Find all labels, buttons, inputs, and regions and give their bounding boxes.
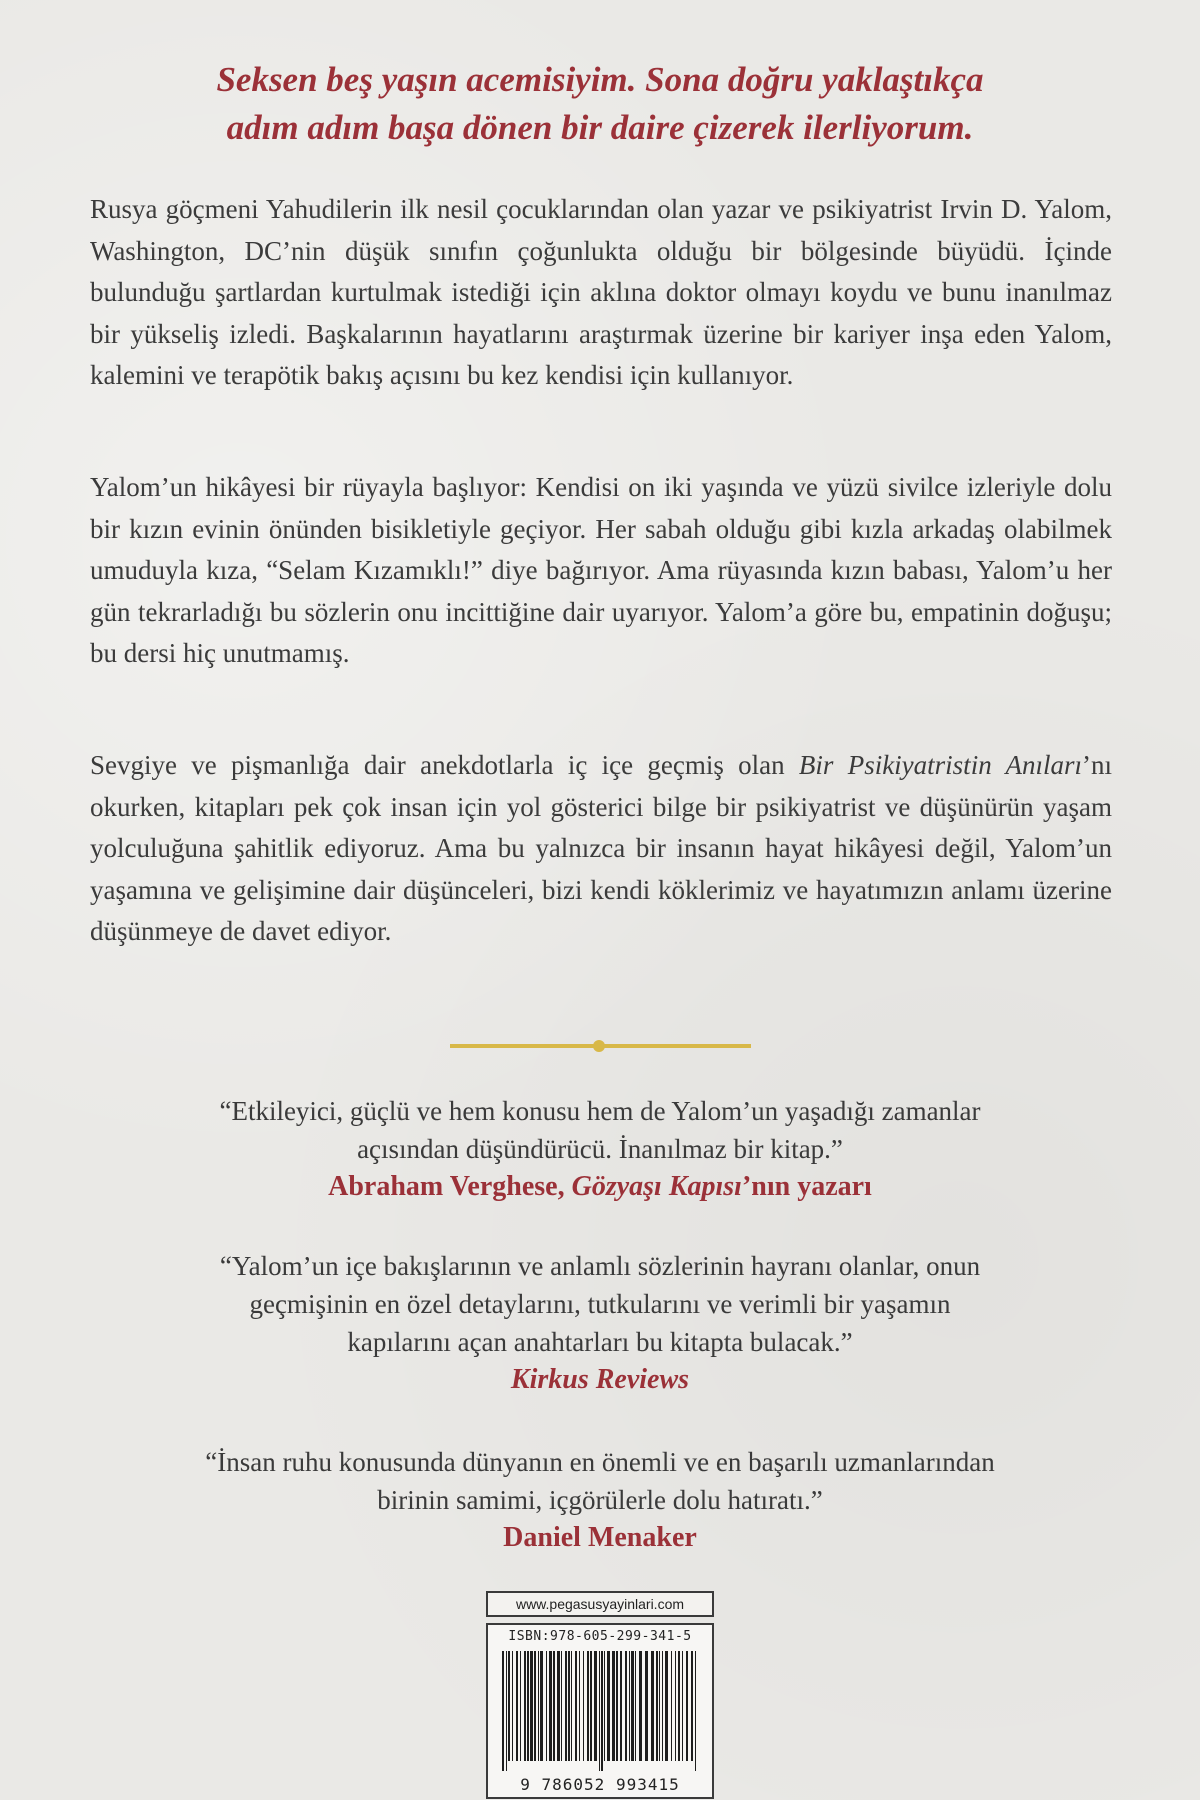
book-title: Bir Psikiyatristin Anıları xyxy=(798,750,1082,780)
barcode-digits: 9 786052 993415 xyxy=(520,1775,680,1794)
quote-1-attribution xyxy=(90,1168,1110,1206)
barcode-area xyxy=(486,1591,714,1799)
quote-1-author: Abraham Verghese, xyxy=(328,1171,572,1202)
headline-line-1: Seksen beş yaşın acemisiyim. Sona doğru yaklaştıkça xyxy=(216,60,984,99)
paragraph-3-intro: Sevgiye ve pişmanlığa dair anekdotlarla iç içe geçmiş olan xyxy=(90,750,799,780)
quote-2-source: Kirkus Reviews xyxy=(510,1364,690,1395)
review-quote-2 xyxy=(90,1247,1110,1399)
quote-3-line-1: “İnsan ruhu konusunda dünyanın en önemli ve en başarılı uzmanlarından xyxy=(205,1447,995,1477)
paragraph-3-rest: ’nı okurken, kitapları pek çok insan için yol gösterici bilge bir psikiyatrist ve düşünürün yaşam yolculuğuna şahitlik ediyoruz. Ama bu yalnızca bir insanın hayat hikâyesi değil, Yalom’un yaşamına ve gelişimine dair düşünceleri, bizi kendi köklerimiz ve hayatımızın anlamı üzerine düşünmeye de davet ediyor. xyxy=(90,750,1112,946)
quote-3-attribution: Daniel Menaker xyxy=(503,1522,697,1553)
quote-2-line-3: kapılarını açan anahtarları bu kitapta bulacak.” xyxy=(347,1327,853,1357)
paragraph-2: Yalom’un hikâyesi bir rüyayla başlıyor: Kendisi on iki yaşında ve yüzü sivilce izleriyle dolu bir kızın evinin önünden bisikletiyle geçiyor. Her sabah olduğu gibi kızla arkadaş olabilmek umuduyla kıza, “Selam Kızamıklı!” diye bağırıyor. Ama rüyasında kızın babası, Yalom’u her gün tekrarladığı bu sözlerin onu incittiğine dair uyarıyor. Yalom’a göre bu, empatinin doğuşu; bu dersi hiç unutmamış. xyxy=(90,472,1112,668)
quote-2-attribution xyxy=(90,1361,1110,1399)
quote-2-line-1: “Yalom’un içe bakışlarının ve anlamlı sözlerinin hayranı olanlar, onun xyxy=(219,1251,981,1281)
paragraph-1: Rusya göçmeni Yahudilerin ilk nesil çocuklarından olan yazar ve psikiyatrist Irvin D. Yalom, Washington, DC’nin düşük sınıfın çoğunlukta olduğu bir bölgesinde büyüdü. İçinde bulunduğu şartlardan kurtulmak istediği için aklına doktor olmayı koydu ve bunu inanılmaz bir yükseliş izledi. Başkalarının hayatlarını araştırmak üzerine bir kariyer inşa eden Yalom, kalemini ve terapötik bakış açısını bu kez kendisi için kullanıyor. xyxy=(90,194,1112,390)
barcode-bars-icon xyxy=(502,1651,698,1771)
quote-2-line-2: geçmişinin en özel detaylarını, tutkularını ve verimli bir yaşamın xyxy=(249,1289,951,1319)
paragraph-3 xyxy=(90,745,1112,953)
isbn-barcode xyxy=(486,1623,714,1799)
ornament-dot xyxy=(593,1040,605,1052)
publisher-url: www.pegasusyayinlari.com xyxy=(486,1591,714,1617)
quote-3-line-2: birinin samimi, içgörülerle dolu hatıratı.” xyxy=(377,1485,823,1515)
headline-line-2: adım adım başa dönen bir daire çizerek ilerliyorum. xyxy=(226,108,974,147)
review-quote-3 xyxy=(90,1443,1110,1557)
review-quote-1 xyxy=(90,1092,1110,1206)
isbn-label: ISBN:978-605-299-341-5 xyxy=(508,1629,692,1644)
quote-1-book: Gözyaşı Kapısı xyxy=(571,1171,742,1202)
quote-1-line-1: “Etkileyici, güçlü ve hem konusu hem de Yalom’un yaşadığı zamanlar xyxy=(219,1096,981,1126)
quote-1-suffix: ’nın yazarı xyxy=(741,1171,872,1202)
headline-quote xyxy=(90,56,1110,152)
quote-1-line-2: açısından düşündürücü. İnanılmaz bir kitap.” xyxy=(357,1134,843,1164)
